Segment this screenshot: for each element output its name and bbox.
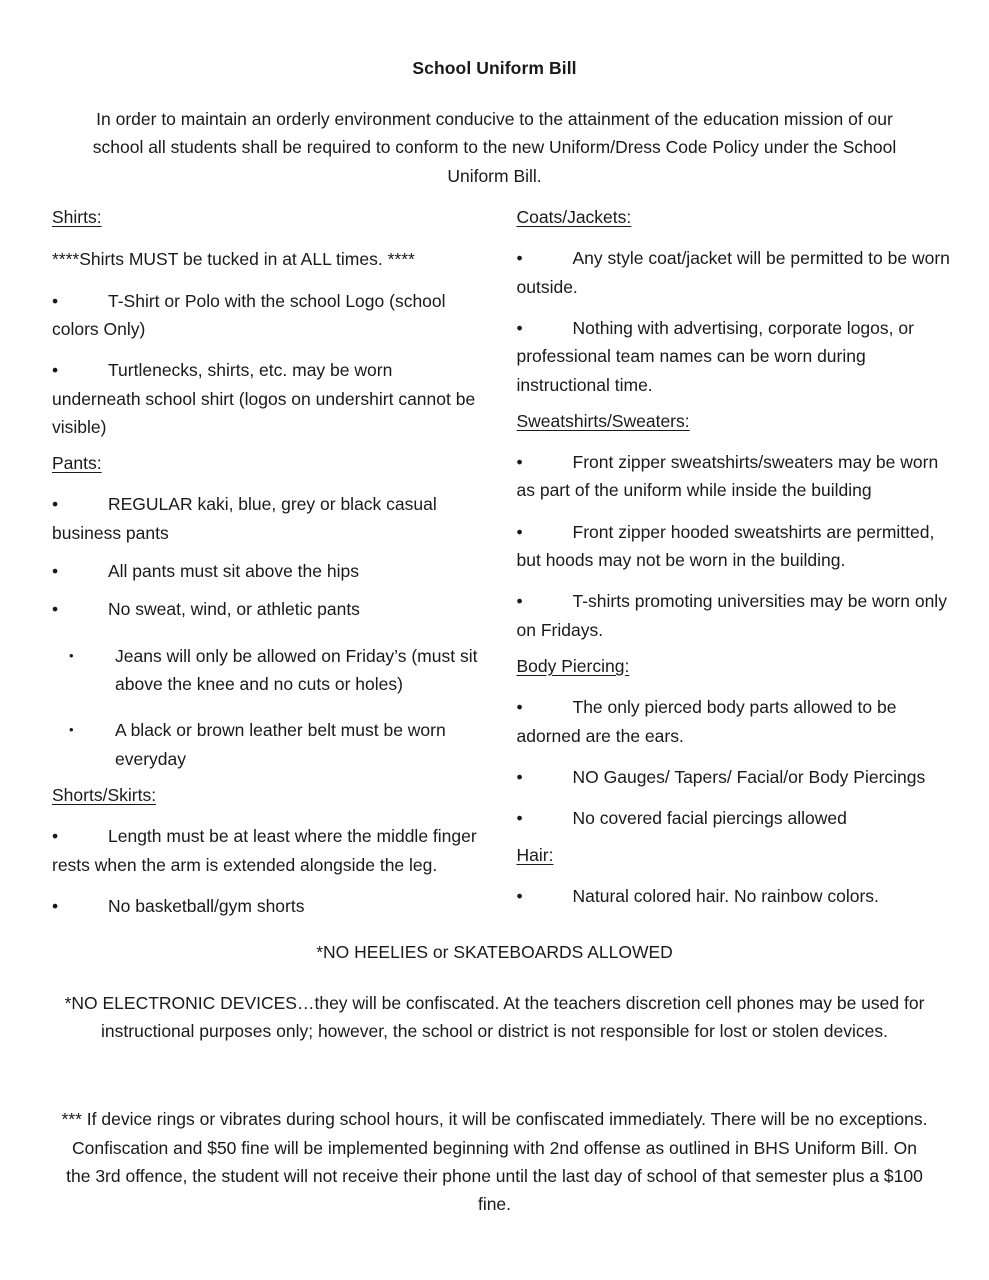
right-column [502,204,952,910]
section-heading-shirts: Shirts: [52,207,102,228]
heelies-note: *NO HEELIES or SKATEBOARDS ALLOWED [316,942,673,963]
list-item [517,301,952,399]
bullet-icon [52,892,108,920]
bullet-icon [92,719,115,740]
list-item [517,791,952,832]
section-heading-hair: Hair: [516,844,554,865]
list-item-label: Turtlenecks, shirts, etc. may be worn underneath school shirt (logos on undershirt cannot be visible) [52,360,476,437]
list-item-label: T-shirts promoting universities may be worn only on Fridays. [516,591,947,640]
confiscation-note: *** If device rings or vibrates during school hours, it will be confiscated immediately. There will be no exceptions. Confiscation and $50 fine will be implemented beginning with 2nd offense as outlined in BHS Uniform Bill. On the 3rd offence, the student will not receive their phone until the last day of school of that semester plus a $100 fine. [61,1109,928,1215]
sub-list-item [52,624,486,699]
list-item-label: All pants must sit above the hips [108,561,359,582]
bullet-icon [517,882,573,910]
bullet-icon [517,587,573,615]
bullet-icon [52,490,108,518]
sub-list-item [52,698,486,773]
list-item [517,574,952,644]
list-item [52,274,486,344]
list-item [52,585,486,623]
list-item-label: NO Gauges/ Tapers/ Facial/or Body Piercings [572,766,926,787]
intro-paragraph: In order to maintain an orderly environment conducive to the attainment of the education mission of our school all students shall be required to conform to the new Uniform/Dress Code Policy under the School Uniform Bill. [92,109,897,186]
list-item-label: No covered facial piercings allowed [572,808,847,829]
section-heading-pants: Pants: [52,453,102,474]
bullet-icon [52,822,108,850]
bullet-icon [52,356,108,384]
list-item-label: Length must be at least where the middle finger rests when the arm is extended alongside the leg. [52,826,477,875]
bullet-icon [517,693,573,721]
electronics-note: *NO ELECTRONIC DEVICES…they will be confiscated. At the teachers discretion cell phones may be used for instructional purposes only; however, the school or district is not responsible for lost or stolen devices. [64,992,925,1041]
list-item [52,809,486,879]
list-item-label: Front zipper sweatshirts/sweaters may be worn as part of the uniform while inside the building [516,452,939,501]
left-column [52,204,502,920]
bullet-icon [52,557,108,585]
section-heading-body-piercing: Body Piercing: [516,656,630,677]
section-heading-shorts-skirts: Shorts/Skirts: [52,785,157,806]
list-item [52,879,486,920]
list-item-label: Natural colored hair. No rainbow colors. [572,885,879,906]
bullet-icon [517,518,573,546]
bullet-icon [92,645,115,666]
sub-list-item-label: A black or brown leather belt must be worn everyday [115,720,446,769]
page-title: School Uniform Bill [412,58,577,78]
bullet-icon [52,595,108,623]
bullet-icon [517,804,573,832]
bullet-icon [517,763,573,791]
list-item [517,435,952,505]
list-item [517,231,952,301]
list-item-label: T-Shirt or Polo with the school Logo (school colors Only) [52,290,446,339]
shirts-tucked-note: ****Shirts MUST be tucked in at ALL times. **** [52,249,415,270]
list-item-label: Nothing with advertising, corporate logos, or professional team names can be worn during instructional time. [516,317,914,395]
list-item-label: The only pierced body parts allowed to be adorned are the ears. [516,697,897,746]
list-item-label: Front zipper hooded sweatshirts are permitted, but hoods may not be worn in the building. [516,521,935,571]
list-item-label: Any style coat/jacket will be permitted to be worn outside. [516,248,950,297]
list-item [52,343,486,441]
list-item [52,477,486,547]
list-item-label: No basketball/gym shorts [108,895,305,916]
list-item [517,505,952,575]
section-heading-sweatshirts-sweaters: Sweatshirts/Sweaters: [516,410,690,431]
bullet-icon [517,314,573,342]
bullet-icon [52,287,108,315]
bullet-icon [517,244,573,272]
section-heading-coats-jackets: Coats/Jackets: [516,207,632,228]
list-item [517,869,952,910]
sub-list-item-label: Jeans will only be allowed on Friday’s (must sit above the knee and no cuts or holes) [115,645,478,695]
two-column-body [0,190,989,920]
list-item [517,750,952,791]
list-item-label: REGULAR kaki, blue, grey or black casual business pants [52,494,437,543]
list-item [517,680,952,750]
bullet-icon [517,448,573,476]
list-item-label: No sweat, wind, or athletic pants [108,599,360,620]
list-item [52,547,486,585]
